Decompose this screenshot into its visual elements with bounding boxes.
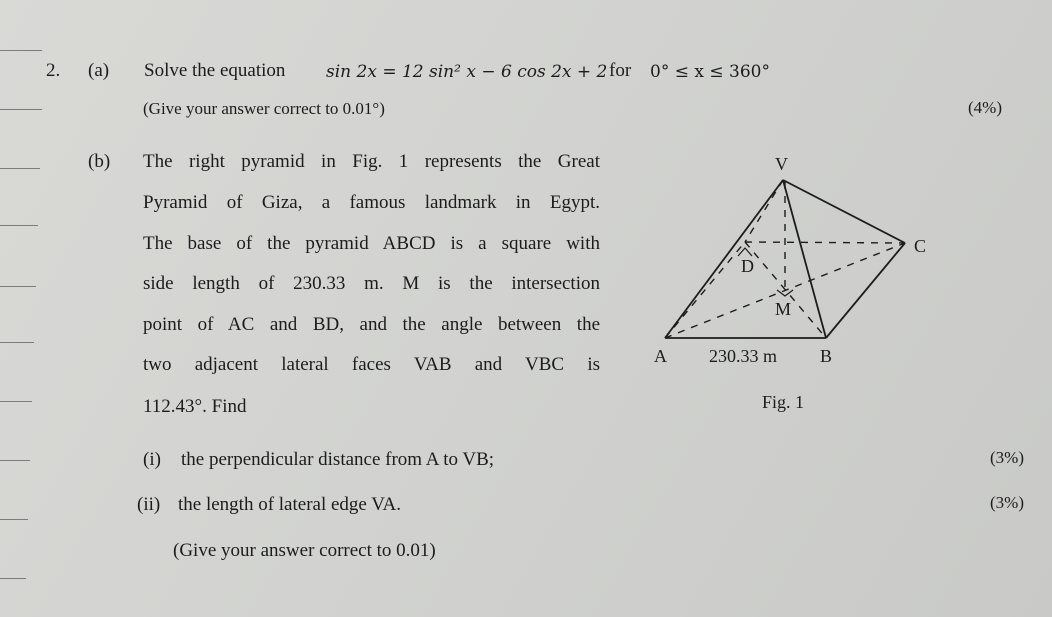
label-V: V — [775, 154, 788, 174]
label-C: C — [914, 236, 927, 256]
part-b-line-3: The base of the pyramid ABCD is a square with — [143, 233, 600, 254]
part-b-label: (b) — [88, 151, 111, 172]
edge-VA — [665, 180, 783, 338]
part-b-line-7: 112.43°. Find — [143, 396, 247, 417]
part-a-prefix: Solve the equation — [144, 60, 286, 81]
label-B: B — [820, 346, 833, 366]
part-b-line-2: Pyramid of Giza, a famous landmark in Egypt. — [143, 192, 600, 213]
part-b-line-6: two adjacent lateral faces VAB and VBC is — [143, 354, 600, 375]
part-a-marks: (4%) — [968, 98, 1002, 117]
edge-VD — [745, 180, 783, 242]
part-b-line-5: point of AC and BD, and the angle between the — [143, 314, 600, 335]
sub-ii-text: the length of lateral edge VA. — [178, 494, 402, 515]
part-a-hint: (Give your answer correct to 0.01°) — [143, 99, 385, 118]
sub-ii-label: (ii) — [137, 494, 161, 515]
edge-BC — [826, 243, 905, 338]
sub-i-marks: (3%) — [990, 448, 1024, 467]
angle-mark-D — [738, 248, 752, 256]
label-D: D — [741, 256, 754, 276]
label-A: A — [654, 346, 667, 366]
edge-VC — [783, 180, 905, 243]
part-a-range: 0° ≤ x ≤ 360° — [650, 62, 770, 82]
part-b-hint: (Give your answer correct to 0.01) — [173, 540, 436, 561]
part-b-line-4: side length of 230.33 m. M is the intersection — [143, 273, 600, 294]
sub-i-text: the perpendicular distance from A to VB; — [181, 449, 495, 470]
part-a-equation: sin 2x = 12 sin² x − 6 cos 2x + 2 — [326, 62, 608, 82]
edge-AD — [665, 242, 745, 338]
edge-DC — [745, 242, 905, 243]
figure-caption: Fig. 1 — [762, 392, 805, 412]
label-side-length: 230.33 m — [709, 346, 778, 366]
part-a-label: (a) — [88, 60, 110, 81]
part-b-line-1: The right pyramid in Fig. 1 represents the Great — [143, 151, 600, 172]
sub-i-label: (i) — [143, 449, 161, 470]
part-a-for: for — [609, 60, 632, 81]
question-number: 2. — [46, 60, 61, 81]
label-M: M — [775, 299, 792, 319]
sub-ii-marks: (3%) — [990, 493, 1024, 512]
